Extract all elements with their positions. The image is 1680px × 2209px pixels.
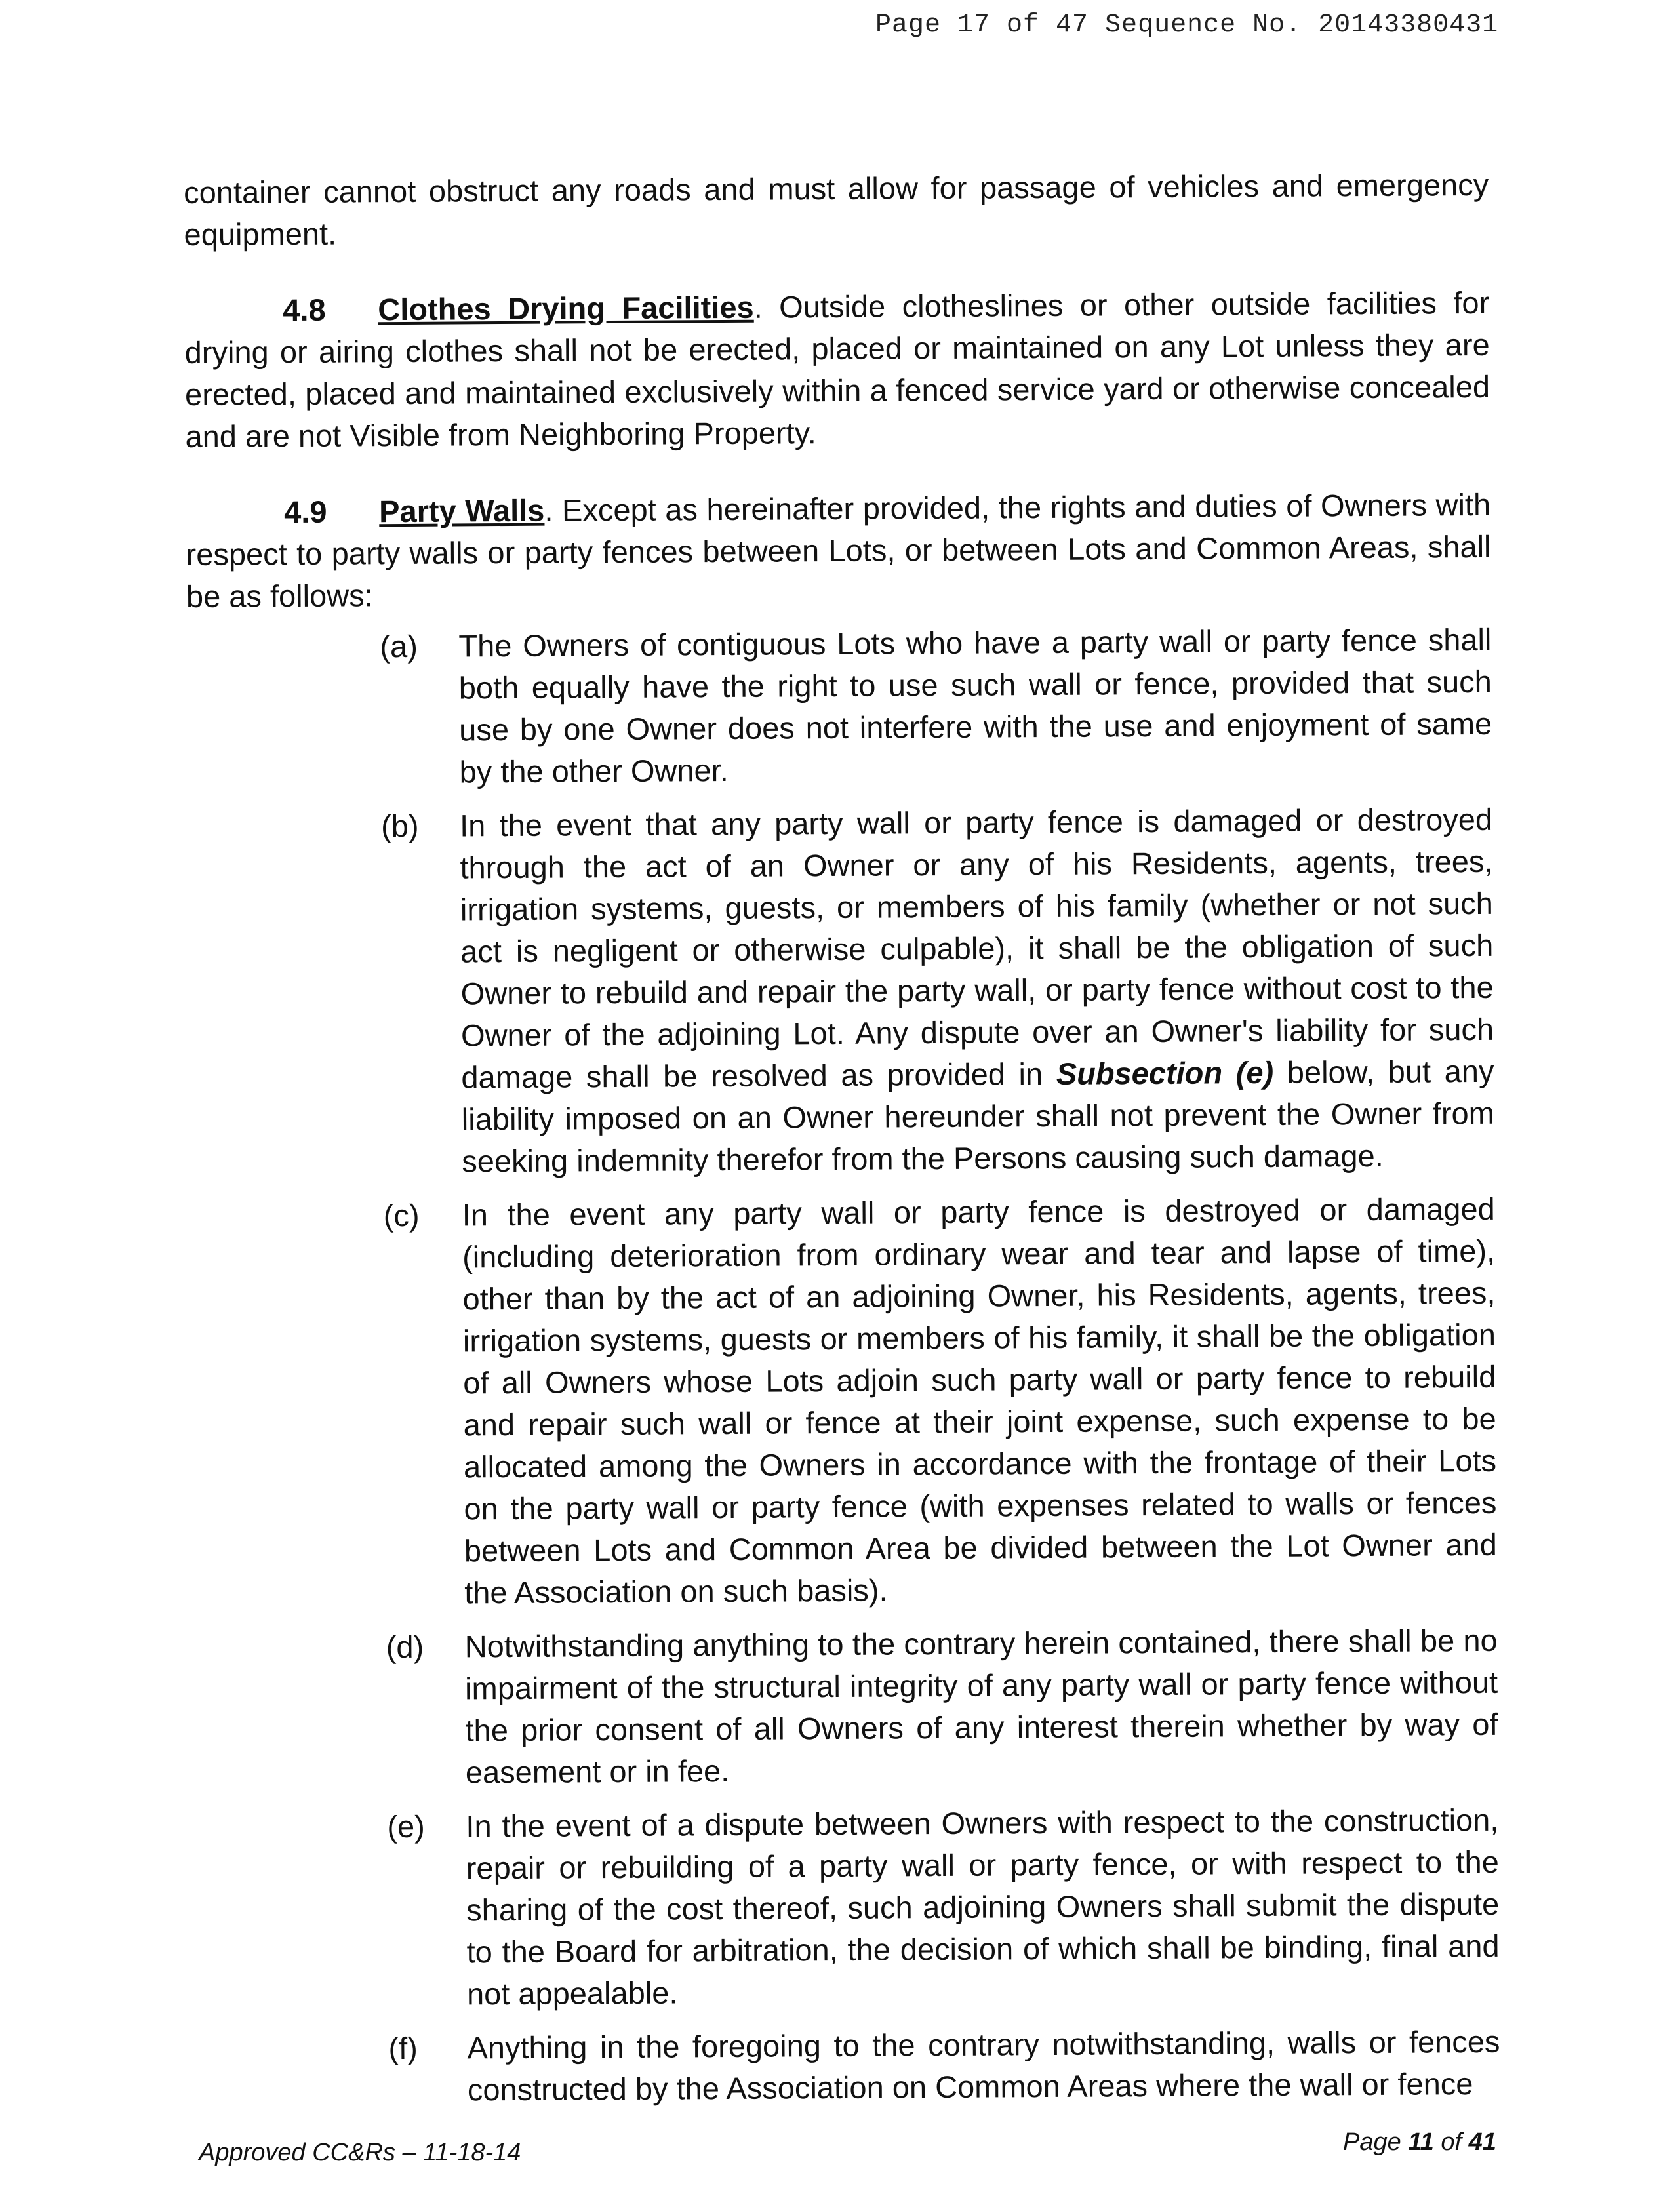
list-item <box>195 2021 1500 2113</box>
footer-page-of: of <box>1441 2128 1462 2156</box>
section-number: 4.9 <box>284 494 327 530</box>
section-number: 4.8 <box>283 292 326 328</box>
document-body <box>184 164 1500 2124</box>
section-text: . Outside clotheslines or other outside facilities for drying or airing clothes shall not be erected, placed or maintained on any Lot unless they are erected, placed and maintained exclusively within a fenced service yard or otherwise concealed and are not Visible from Neighboring Property. <box>184 285 1490 454</box>
list-item-label: (f) <box>388 2030 418 2066</box>
list-item-label: (e) <box>387 1808 426 1844</box>
list-item-text-before: In the event that any party wall or party fence is damaged or destroyed through the act of an Owner or any of his Residents, agents, trees, irrigation systems, guests, or members of his family (whether or not such act is negligent or otherwise culpable), it shall be the obligation of such Owner to rebuild and repair the party wall, or party fence without cost to the Owner of the adjoining Lot. Any dispute over an Owner's liability for such damage shall be resolved as provided in <box>459 801 1494 1095</box>
list-item <box>186 619 1492 795</box>
list-item-label: (a) <box>380 628 418 664</box>
list-item <box>188 799 1494 1184</box>
list-item-label: (d) <box>386 1629 424 1665</box>
list-item-label: (b) <box>380 808 419 844</box>
list-item-text: In the event of a dispute between Owners with respect to the construction, repair or rebuilding of a party wall or party fence, or with respect to the sharing of the cost thereof, such adjoining Owners shall submit the dispute to the Board for arbitration, the decision of which shall be binding, final and not appealable. <box>466 1802 1500 2012</box>
party-walls-list <box>186 619 1500 2113</box>
section-4-8 <box>184 282 1490 458</box>
section-heading: Party Walls <box>379 492 545 529</box>
list-item-text <box>460 799 1494 1183</box>
list-item-text-after: below, but any liability imposed on an Owner hereunder shall not prevent the Owner from seeking indemnity therefor from the Persons causing such damage. <box>461 1053 1494 1179</box>
footer-page-number <box>1343 2128 1496 2157</box>
footer-page-total: 41 <box>1468 2128 1496 2156</box>
intro-paragraph: container cannot obstruct any roads and must allow for passage of vehicles and emergency equipment. <box>184 167 1489 252</box>
list-item-text: Notwithstanding anything to the contrary herein contained, there shall be no impairment of the structural integrity of any party wall or party fence without the prior consent of all Owners of any interest therein whether by way of easement or in fee. <box>464 1622 1498 1790</box>
section-heading: Clothes Drying Facilities <box>378 289 754 327</box>
subsection-reference: Subsection (e) <box>1056 1054 1274 1091</box>
section-text: . Except as hereinafter provided, the rights and duties of Owners with respect to party walls or party fences between Lots, or between Lots and Common Areas, shall be as follows: <box>186 487 1491 614</box>
list-item <box>193 1799 1500 2017</box>
section-4-9 <box>186 484 1491 618</box>
list-item <box>190 1188 1498 1616</box>
footer-page-current: 11 <box>1408 2128 1434 2156</box>
list-item-label: (c) <box>383 1197 420 1233</box>
list-item-text: Anything in the foregoing to the contrary notwithstanding, walls or fences constructed by the Association on Common Areas where the wall or fence <box>467 2023 1500 2107</box>
list-item-text: In the event any party wall or party fence is destroyed or damaged (including deterioration from ordinary wear and tear and lapse of time), other than by the act of an adjoining Owner, his Residents, agents, trees, irrigation systems, guests or members of his family, it shall be the obligation of all Owners whose Lots adjoin such party wall or party fence to rebuild and repair such wall or fence at their joint expense, such expense to be allocated among the Owners in accordance with the frontage of their Lots on the party wall or party fence (with expenses related to walls or fences between Lots and Common Area be divided between the Lot Owner and the Association on such basis). <box>462 1191 1497 1610</box>
list-item-text: The Owners of contiguous Lots who have a party wall or party fence shall both equally have the right to use such wall or fence, provided that such use by one Owner does not interfere with the use and enjoyment of same by the other Owner. <box>458 622 1492 789</box>
footer-page-word: Page <box>1343 2128 1401 2156</box>
list-item <box>193 1620 1499 1795</box>
footer-document-label: Approved CC&Rs – 11-18-14 <box>199 2139 521 2166</box>
recording-stamp: Page 17 of 47 Sequence No. 20143380431 <box>875 10 1499 40</box>
